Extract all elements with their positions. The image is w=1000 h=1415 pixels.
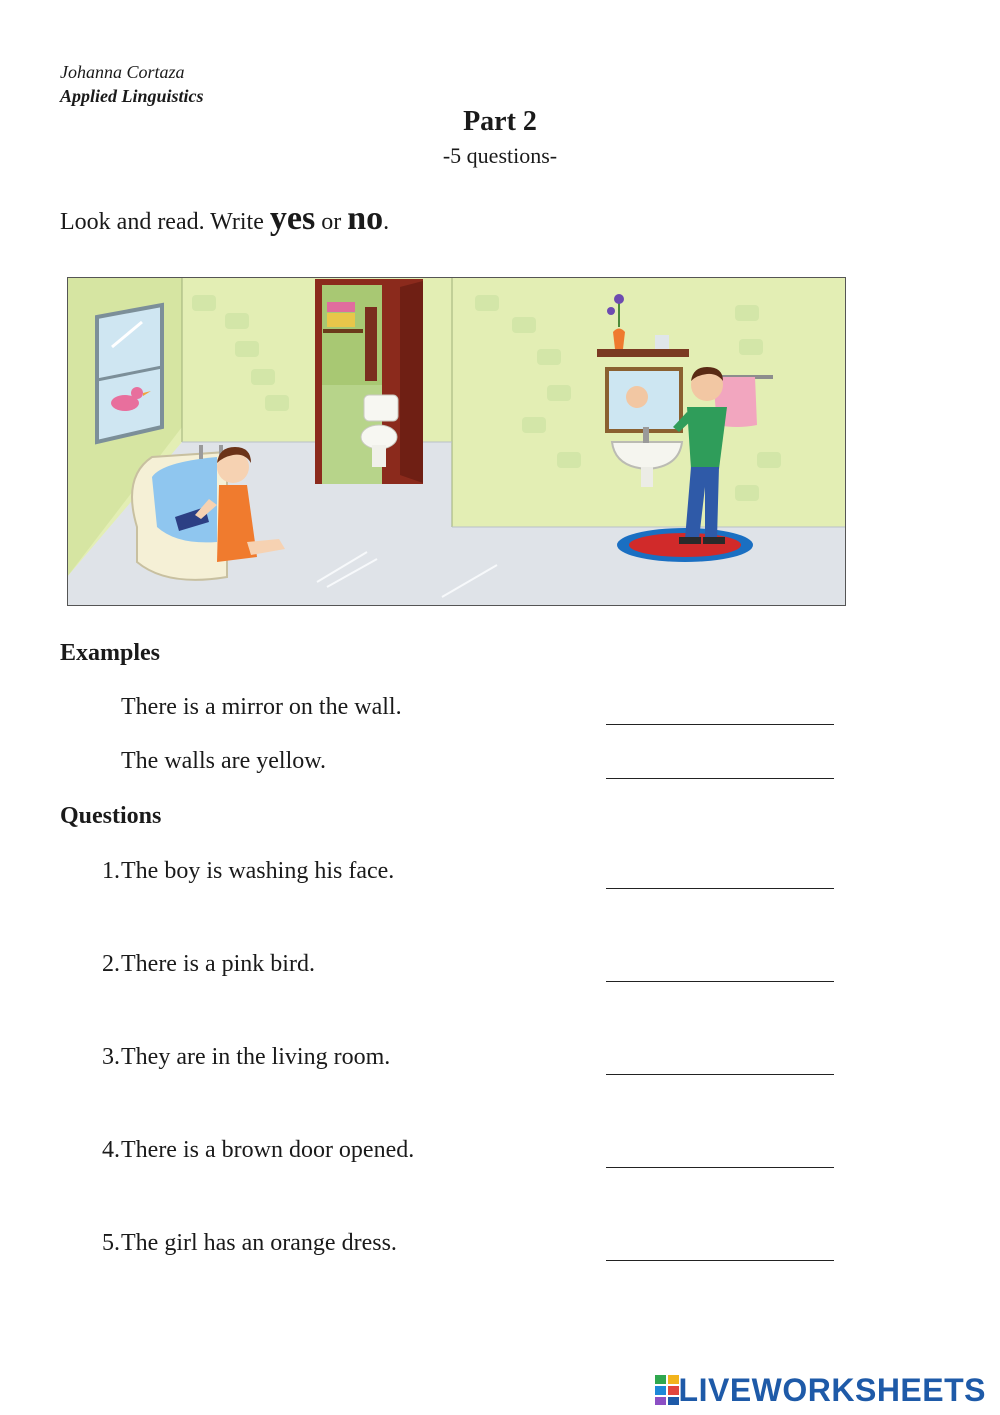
question-text: The girl has an orange dress. xyxy=(121,1230,397,1256)
rug-icon xyxy=(617,528,753,562)
question-number: 5. xyxy=(102,1230,120,1256)
instruction-yes: yes xyxy=(269,200,316,237)
question-number: 1. xyxy=(102,858,120,884)
example-row xyxy=(0,694,1000,728)
liveworksheets-brand[interactable] xyxy=(655,1372,986,1408)
example-row xyxy=(0,748,1000,782)
question-number: 4. xyxy=(102,1137,120,1163)
mirror-icon xyxy=(607,369,681,431)
example-text: There is a mirror on the wall. xyxy=(121,694,402,720)
page-title: Part 2 xyxy=(463,106,537,137)
answer-line[interactable] xyxy=(606,1167,834,1168)
cabinet-icon xyxy=(315,279,423,484)
answer-line[interactable] xyxy=(606,1074,834,1075)
page-subtitle: -5 questions- xyxy=(442,143,558,168)
instruction-or: or xyxy=(315,209,348,235)
bathroom-illustration xyxy=(67,277,846,606)
instruction-prefix: Look and read. Write xyxy=(60,209,270,235)
author-department: Applied Linguistics xyxy=(60,86,204,106)
answer-line[interactable] xyxy=(606,888,834,889)
answer-line[interactable] xyxy=(606,724,834,725)
brand-text: LIVEWORKSHEETS xyxy=(678,1371,986,1408)
instruction-no: no xyxy=(347,200,384,237)
question-text: There is a pink bird. xyxy=(121,951,315,977)
question-text: There is a brown door opened. xyxy=(121,1137,415,1163)
author-name: Johanna Cortaza xyxy=(60,62,185,82)
answer-line[interactable] xyxy=(606,778,834,779)
question-row xyxy=(0,1230,1000,1264)
question-number: 2. xyxy=(102,951,120,977)
question-text: They are in the living room. xyxy=(121,1044,391,1070)
question-number: 3. xyxy=(102,1044,120,1070)
question-row xyxy=(0,951,1000,985)
example-text: The walls are yellow. xyxy=(121,748,327,774)
question-text: The boy is washing his face. xyxy=(121,858,395,884)
question-row xyxy=(0,858,1000,892)
instruction-suffix: . xyxy=(383,209,390,235)
examples-heading: Examples xyxy=(60,640,161,666)
window-icon xyxy=(97,305,162,442)
question-row xyxy=(0,1044,1000,1078)
question-row xyxy=(0,1137,1000,1171)
instruction xyxy=(60,200,389,238)
author-block xyxy=(60,60,204,108)
liveworksheets-logo-icon xyxy=(655,1375,679,1405)
answer-line[interactable] xyxy=(606,1260,834,1261)
questions-heading: Questions xyxy=(60,803,162,829)
answer-line[interactable] xyxy=(606,981,834,982)
bathtub-icon xyxy=(132,445,227,580)
